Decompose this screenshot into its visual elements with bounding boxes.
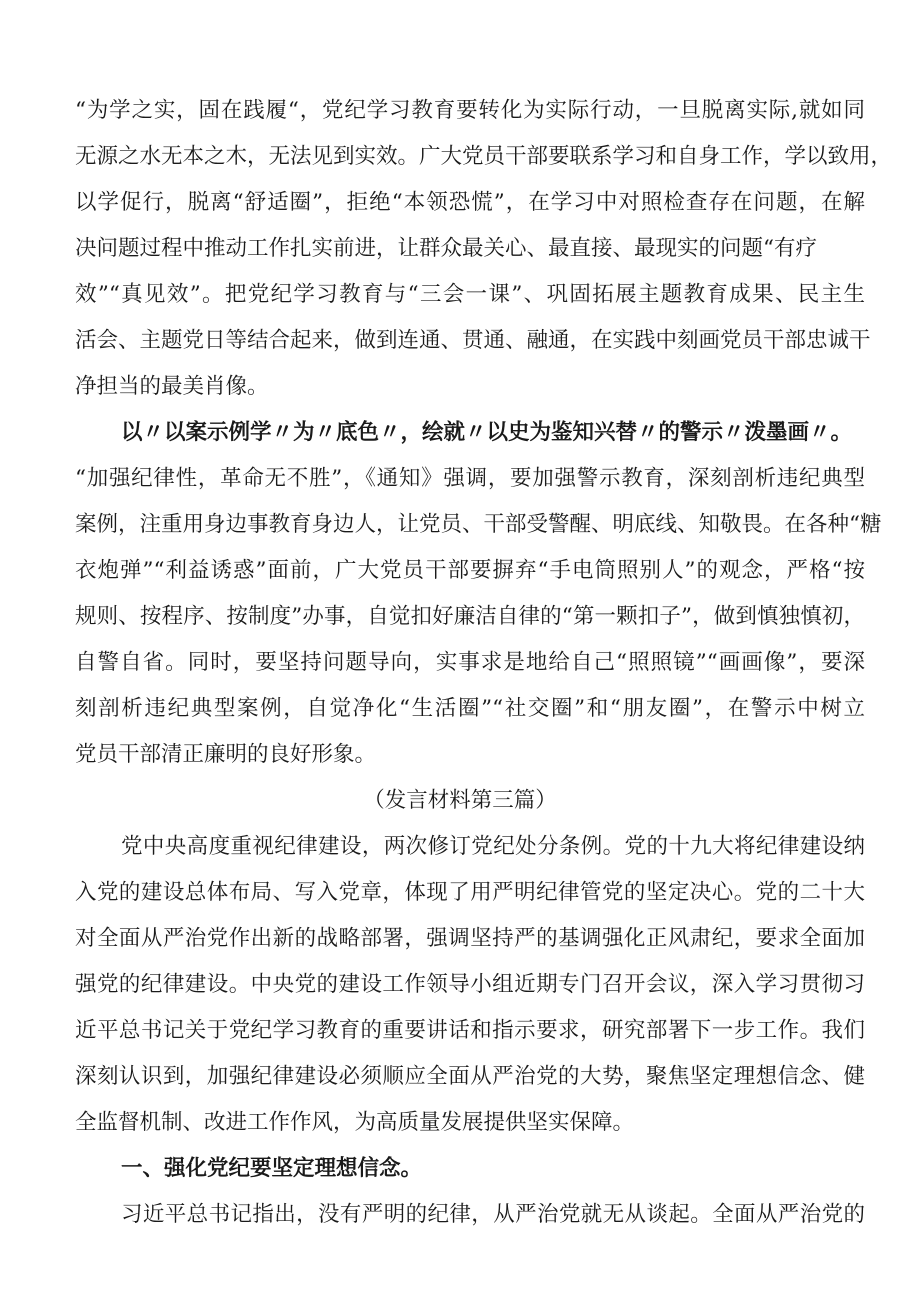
text-line: 以学促行，脱离“舒适圈”，拒绝“本领恐慌”，在学习中对照检查存在问题，在解	[75, 190, 865, 215]
text-line: 活会、主题党日等结合起来，做到连通、贯通、融通，在实践中刻画党员干部忠诚干	[75, 328, 871, 353]
text-line: 全监督机制、改进工作作风，为高质量发展提供坚实保障。	[75, 1110, 635, 1135]
text-line: 衣炮弹”“利益诱惑”面前，广大党员干部要摒弃“手电筒照别人”的观念，严格“按	[75, 558, 865, 583]
text-line: 自警自省。同时，要坚持问题导向，实事求是地给自己“照照镜”“画画像”，要深	[75, 650, 865, 675]
section-heading: 一、强化党纪要坚定理想信念。	[121, 1156, 423, 1181]
text-line: 对全面从严治党作出新的战略部署，强调坚持严的基调强化正风肃纪，要求全面加	[75, 926, 865, 951]
text-line: 刻剖析违纪典型案例，自觉净化“生活圈”“社交圈”和“朋友圈”，在警示中树立	[75, 696, 865, 721]
text-line: 党员干部清正廉明的良好形象。	[75, 742, 377, 767]
text-line: 入党的建设总体布局、写入党章，体现了用严明纪律管党的坚定决心。党的二十大	[75, 880, 865, 905]
text-line: 强党的纪律建设。中央党的建设工作领导小组近期专门召开会议，深入学习贯彻习	[75, 972, 865, 997]
text-line: 效”“真见效”。把党纪学习教育与“三会一课”、巩固拓展主题教育成果、民主生	[75, 282, 865, 307]
text-line: 净担当的最美肖像。	[75, 374, 269, 399]
section-title: （发言材料第三篇）	[363, 788, 557, 813]
text-line: 规则、按程序、按制度”办事，自觉扣好廉洁自律的“第一颗扣子”，做到慎独慎初，	[75, 604, 865, 629]
text-line: 案例，注重用身边事教育身边人，让党员、干部受警醒、明底线、知敬畏。在各种“糖	[75, 512, 882, 537]
section-heading: 以〃以案示例学〃为〃底色〃，绘就〃以史为鉴知兴替〃的警示〃泼墨画〃。	[121, 420, 853, 445]
text-line: 决问题过程中推动工作扎实前进，让群众最关心、最直接、最现实的问题“有疗	[75, 236, 817, 261]
text-line: 无源之水无本之木，无法见到实效。广大党员干部要联系学习和自身工作，学以致用，	[75, 144, 893, 169]
text-line: 深刻认识到，加强纪律建设必须顺应全面从严治党的大势，聚焦坚定理想信念、健	[75, 1064, 865, 1089]
text-line: “加强纪律性，革命无不胜”，《通知》强调，要加强警示教育，深刻剖析违纪典型	[75, 466, 865, 491]
text-line: 习近平总书记指出，没有严明的纪律，从严治党就无从谈起。全面从严治党的	[121, 1202, 865, 1227]
text-line: “为学之实，固在践履“，党纪学习教育要转化为实际行动，一旦脱离实际,就如同	[75, 98, 865, 123]
text-line: 党中央高度重视纪律建设，两次修订党纪处分条例。党的十九大将纪律建设纳	[121, 834, 865, 859]
text-line: 近平总书记关于党纪学习教育的重要讲话和指示要求，研究部署下一步工作。我们	[75, 1018, 865, 1043]
